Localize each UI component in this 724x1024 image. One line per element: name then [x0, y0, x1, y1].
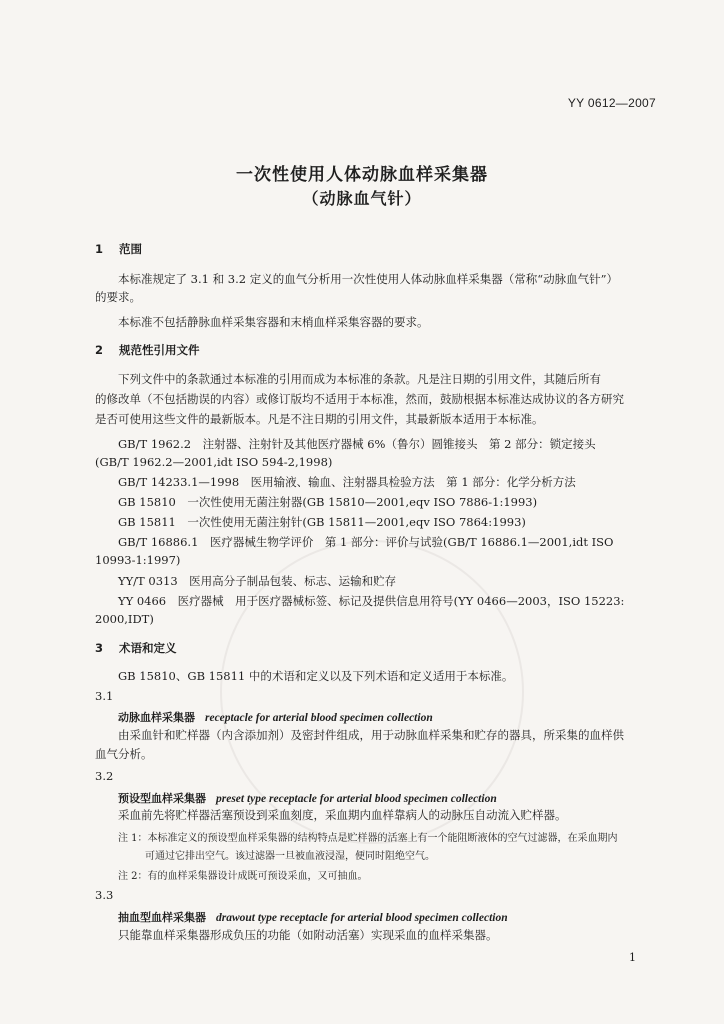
reference-gbt-16886-1: GB/T 16886.1 医疗器械生物学评价 第 1 部分：评价与试验(GB/T 16886.1—2001,idt ISO — [118, 535, 614, 549]
term-3-3-definition: 只能靠血样采集器形成负压的功能（如附动活塞）实现采血的血样采集器。 — [118, 928, 498, 942]
section-2-intro-3: 是否可使用这些文件的最新版本。凡是不注日期的引用文件，其最新版本适用于本标准。 — [95, 412, 544, 426]
standard-number: YY 0612—2007 — [567, 96, 656, 110]
section-1-para-1: 本标准规定了 3.1 和 3.2 定义的血气分析用一次性使用人体动脉血样采集器（常称“动脉血气针”） — [118, 272, 618, 286]
term-3-2: 预设型血样采集器 preset type receptacle for arterial blood specimen collection — [118, 792, 497, 805]
term-3-2-note-1-cont: 可通过它排出空气。该过滤器一旦被血液浸湿，便同时阻绝空气。 — [145, 851, 435, 862]
reference-gbt-1962-2-cont: (GB/T 1962.2—2001,idt ISO 594-2,1998) — [95, 455, 333, 469]
term-3-2-definition: 采血前先将贮样器活塞预设到采血刻度，采血期内血样靠病人的动脉压自动流入贮样器。 — [118, 808, 567, 822]
section-1-para-2: 本标准不包括静脉血样采集容器和末梢血样采集容器的要求。 — [118, 315, 429, 329]
section-2-intro-1: 下列文件中的条款通过本标准的引用而成为本标准的条款。凡是注日期的引用文件，其随后所有 — [118, 372, 601, 386]
reference-gbt-16886-1-cont: 10993-1:1997) — [95, 553, 181, 567]
term-3-2-note-2: 注 2：有的血样采集器设计成既可预设采血，又可抽血。 — [118, 871, 368, 882]
term-3-1-definition: 由采血针和贮样器（内含添加剂）及密封件组成，用于动脉血样采集和贮存的器具，所采集的血样供 — [118, 728, 624, 742]
term-3-1: 动脉血样采集器 receptacle for arterial blood specimen collection — [118, 711, 433, 724]
section-3-intro: GB 15810、GB 15811 中的术语和定义以及下列术语和定义适用于本标准。 — [118, 669, 514, 683]
term-3-2-note-1: 注 1：本标准定义的预设型血样采集器的结构特点是贮样器的活塞上有一个能阻断液体的空气过滤器，在采血期内 — [118, 833, 618, 844]
document-subtitle: （动脉血气针） — [302, 189, 422, 208]
reference-gb-15811: GB 15811 一次性使用无菌注射针(GB 15811—2001,eqv ISO 7864:1993) — [118, 515, 526, 529]
reference-gbt-14233-1: GB/T 14233.1—1998 医用输液、输血、注射器具检验方法 第 1 部分：化学分析方法 — [118, 475, 576, 489]
term-3-3-number: 3.3 — [95, 888, 114, 902]
page-number: 1 — [629, 951, 636, 964]
reference-gb-15810: GB 15810 一次性使用无菌注射器(GB 15810—2001,eqv ISO 7886-1:1993) — [118, 495, 538, 509]
reference-yyt-0313: YY/T 0313 医用高分子制品包装、标志、运输和贮存 — [118, 574, 397, 588]
section-1-para-1-cont: 的要求。 — [95, 290, 141, 304]
reference-yy-0466-cont: 2000,IDT) — [95, 612, 154, 626]
reference-gbt-1962-2: GB/T 1962.2 注射器、注射针及其他医疗器械 6%（鲁尔）圆锥接头 第 2 部分：锁定接头 — [118, 437, 596, 451]
section-3-heading: 3 术语和定义 — [95, 641, 177, 655]
section-2-intro-2: 的修改单（不包括勘误的内容）或修订版均不适用于本标准，然而，鼓励根据本标准达成协议的各方研究 — [95, 392, 624, 406]
term-3-3: 抽血型血样采集器 drawout type receptacle for arterial blood specimen collection — [118, 911, 508, 924]
reference-yy-0466: YY 0466 医疗器械 用于医疗器械标签、标记及提供信息用符号(YY 0466—2003，ISO 15223: — [118, 594, 625, 608]
term-3-2-number: 3.2 — [95, 769, 114, 783]
section-1-heading: 1 范围 — [95, 242, 142, 256]
term-3-1-definition-cont: 血气分析。 — [95, 747, 153, 761]
section-2-heading: 2 规范性引用文件 — [95, 343, 200, 357]
term-3-1-number: 3.1 — [95, 689, 114, 703]
document-title: 一次性使用人体动脉血样采集器 — [236, 165, 488, 185]
